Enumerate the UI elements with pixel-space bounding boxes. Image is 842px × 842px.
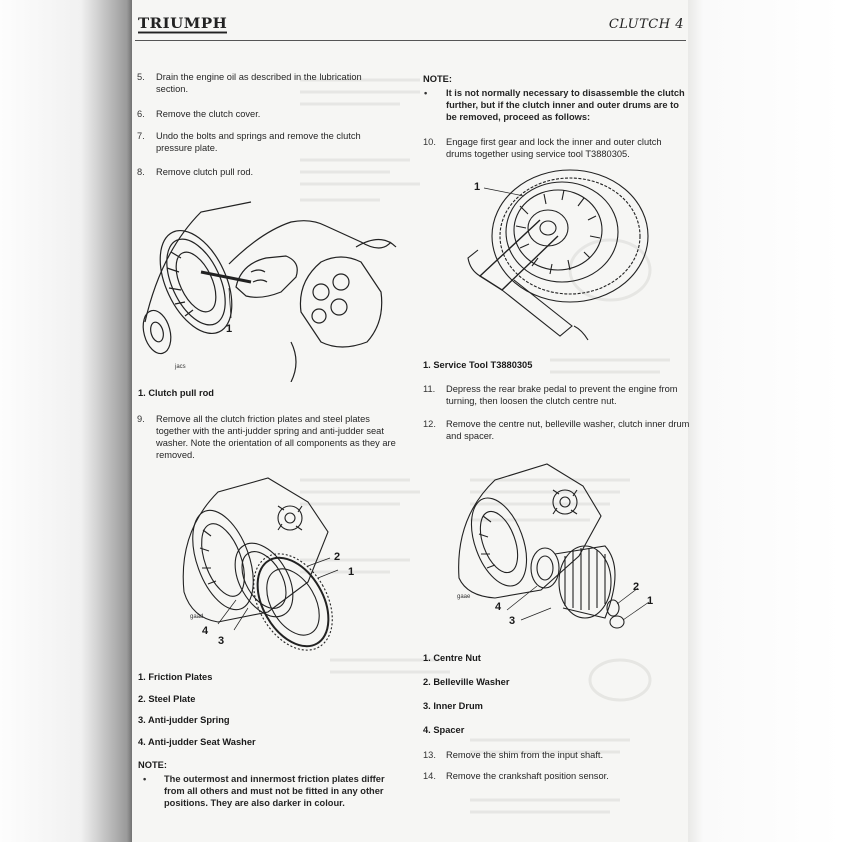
step-text: Remove the shim from the input shaft. (446, 750, 604, 760)
inner-drum-illustration (455, 458, 660, 638)
section-title: CLUTCH 4 (608, 17, 684, 32)
callout: 4 (495, 601, 502, 613)
legend-item: 4. Anti-judder Seat Washer (138, 737, 256, 747)
binding-shadow (0, 0, 135, 842)
step-text: Undo the bolts and springs and remove the clutch pressure plate. (156, 131, 361, 153)
step-number: 9. (137, 414, 145, 424)
legend-item: 2. Steel Plate (138, 694, 196, 704)
callout: 2 (633, 581, 640, 593)
step-number: 5. (137, 72, 145, 82)
legend-item: 4. Spacer (423, 725, 465, 735)
figure-code: gaae (457, 594, 471, 600)
legend-item: 3. Inner Drum (423, 701, 483, 711)
note-text: It is not normally necessary to disassemble the clutch further, but if the clutch inner and outer drums are to be removed, proceed as follows: (446, 88, 685, 122)
callout: 1 (226, 323, 233, 335)
note-heading: NOTE: (423, 74, 452, 84)
step-text: Drain the engine oil as described in the lubrication section. (156, 72, 362, 94)
callout: 3 (509, 615, 516, 627)
step-text: Remove the centre nut, belleville washer, clutch inner drum and spacer. (446, 419, 690, 441)
step-number: 10. (423, 137, 436, 147)
note-bullet: • (143, 774, 147, 784)
callout: 4 (202, 625, 209, 637)
clutch-pull-rod-illustration (141, 192, 399, 382)
header-rule (135, 40, 686, 41)
step-number: 14. (423, 771, 436, 781)
step-text: Remove all the clutch friction plates and steel plates together with the anti-judder spring and anti-judder seat washer. Note the orientation of all components as they are removed. (156, 414, 396, 460)
clutch-plates-illustration (178, 472, 398, 652)
page-edge (688, 0, 842, 842)
service-tool-illustration (440, 166, 660, 352)
step-text: Depress the rear brake pedal to prevent the engine from turning, then loosen the clutch centre nut. (446, 384, 678, 406)
step-number: 13. (423, 750, 436, 760)
legend-item: 3. Anti-judder Spring (138, 715, 230, 725)
step-number: 7. (137, 131, 145, 141)
step-text: Engage first gear and lock the inner and outer clutch drums together using service tool T3880305. (446, 137, 662, 159)
legend-item: 1. Centre Nut (423, 653, 481, 663)
step-text: Remove clutch pull rod. (156, 167, 254, 177)
legend-item: 1. Friction Plates (138, 672, 213, 682)
figure-code: gaad (190, 614, 204, 620)
step-text: Remove the crankshaft position sensor. (446, 771, 609, 781)
figure-caption: 1. Service Tool T3880305 (423, 360, 533, 370)
note-text: The outermost and innermost friction plates differ from all others and must not be fitted in any other positions. They are also darker in colour. (164, 774, 385, 808)
callout: 1 (348, 566, 355, 578)
callout: 1 (647, 595, 654, 607)
step-text: Remove the clutch cover. (156, 109, 261, 119)
brand-logo: TRIUMPH (138, 14, 228, 32)
figure-code: jacs (175, 364, 186, 370)
callout: 1 (474, 181, 481, 193)
legend-item: 2. Belleville Washer (423, 677, 510, 687)
step-number: 11. (423, 384, 436, 394)
note-heading: NOTE: (138, 760, 167, 770)
step-number: 8. (137, 167, 145, 177)
step-number: 6. (137, 109, 145, 119)
callout: 3 (218, 635, 225, 647)
note-bullet: • (424, 88, 428, 98)
figure-caption: 1. Clutch pull rod (138, 388, 214, 398)
step-number: 12. (423, 419, 436, 429)
callout: 2 (334, 551, 341, 563)
